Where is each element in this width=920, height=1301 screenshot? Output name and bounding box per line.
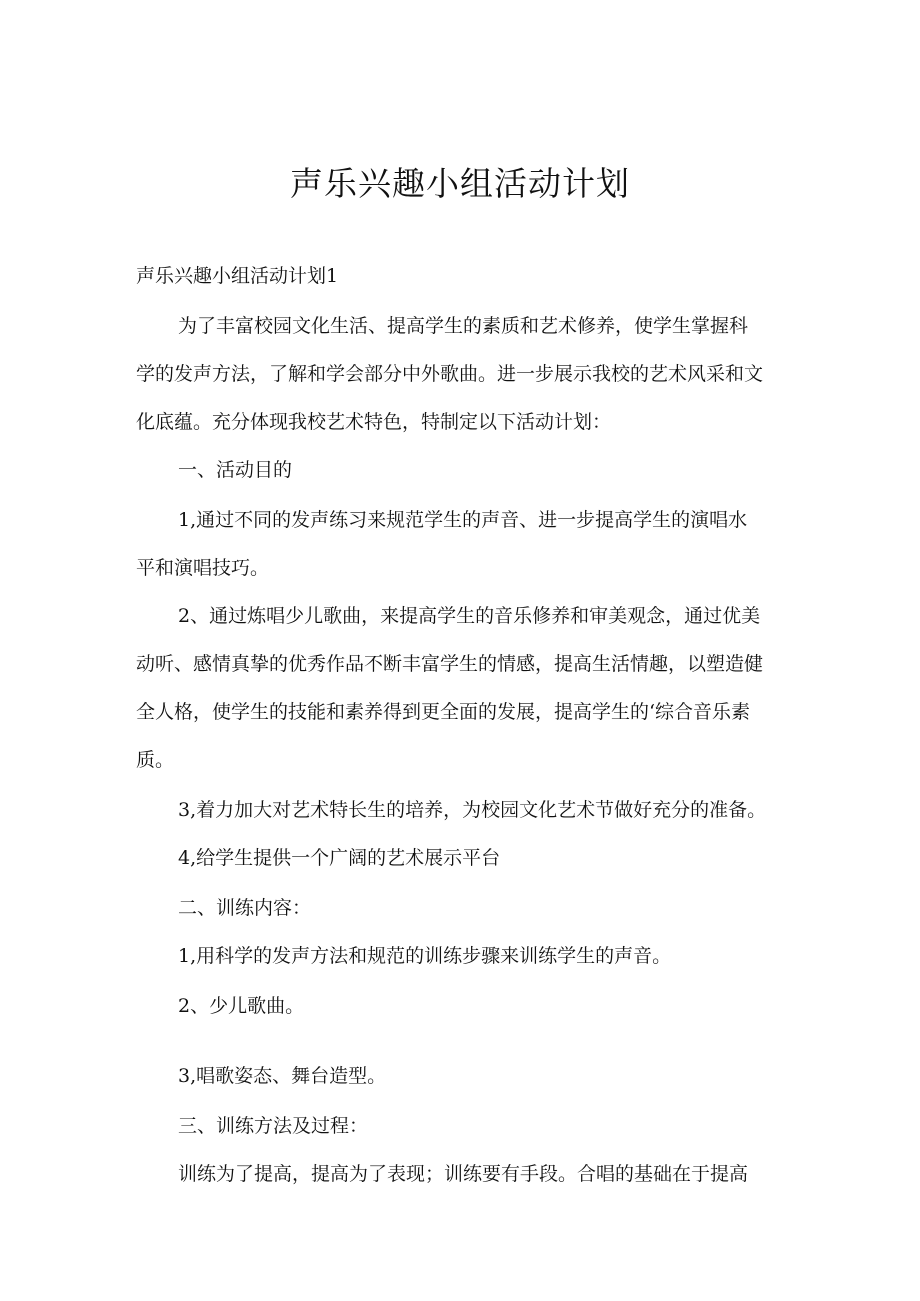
document-title: 声乐兴趣小组活动计划 bbox=[290, 164, 630, 203]
intro-line-1: 为了丰富校园文化生活、提高学生的素质和艺术修养，使学生掌握科 bbox=[178, 315, 749, 337]
section1-item2-line1: 2、通过炼唱少儿歌曲，来提高学生的音乐修养和审美观念，通过优美 bbox=[178, 605, 761, 627]
section1-item1-line2: 平和演唱技巧。 bbox=[136, 557, 270, 579]
section1-item2-line3: 全人格，使学生的技能和素养得到更全面的发展，提高学生的‘综合音乐素 bbox=[136, 701, 751, 723]
section2-item3: 3,唱歌姿态、舞台造型。 bbox=[178, 1065, 387, 1087]
section1-item2-line2: 动听、感情真挚的优秀作品不断丰富学生的情感，提高生活情趣，以塑造健 bbox=[136, 653, 764, 675]
intro-line-2: 学的发声方法，了解和学会部分中外歌曲。进一步展示我校的艺术风采和文 bbox=[136, 363, 764, 385]
section1-item3: 3,着力加大对艺术特长生的培养，为校园文化艺术节做好充分的准备。 bbox=[178, 799, 767, 821]
section1-heading: 一、活动目的 bbox=[178, 459, 293, 481]
section1-item4: 4,给学生提供一个广阔的艺术展示平台 bbox=[178, 847, 501, 869]
section1-item1-line1: 1,通过不同的发声练习来规范学生的声音、进一步提高学生的演唱水 bbox=[178, 509, 748, 531]
section2-item2: 2、少儿歌曲。 bbox=[178, 995, 305, 1017]
section3-para-line1: 训练为了提高，提高为了表现；训练要有手段。合唱的基础在于提高 bbox=[178, 1163, 749, 1185]
section-subtitle: 声乐兴趣小组活动计划1 bbox=[136, 265, 339, 287]
section2-heading: 二、训练内容： bbox=[178, 897, 312, 919]
intro-line-3: 化底蕴。充分体现我校艺术特色，特制定以下活动计划： bbox=[136, 411, 612, 433]
section1-item2-line4: 质。 bbox=[136, 749, 175, 771]
section3-heading: 三、训练方法及过程： bbox=[178, 1115, 369, 1137]
section2-item1: 1,用科学的发声方法和规范的训练步骤来训练学生的声音。 bbox=[178, 945, 672, 967]
